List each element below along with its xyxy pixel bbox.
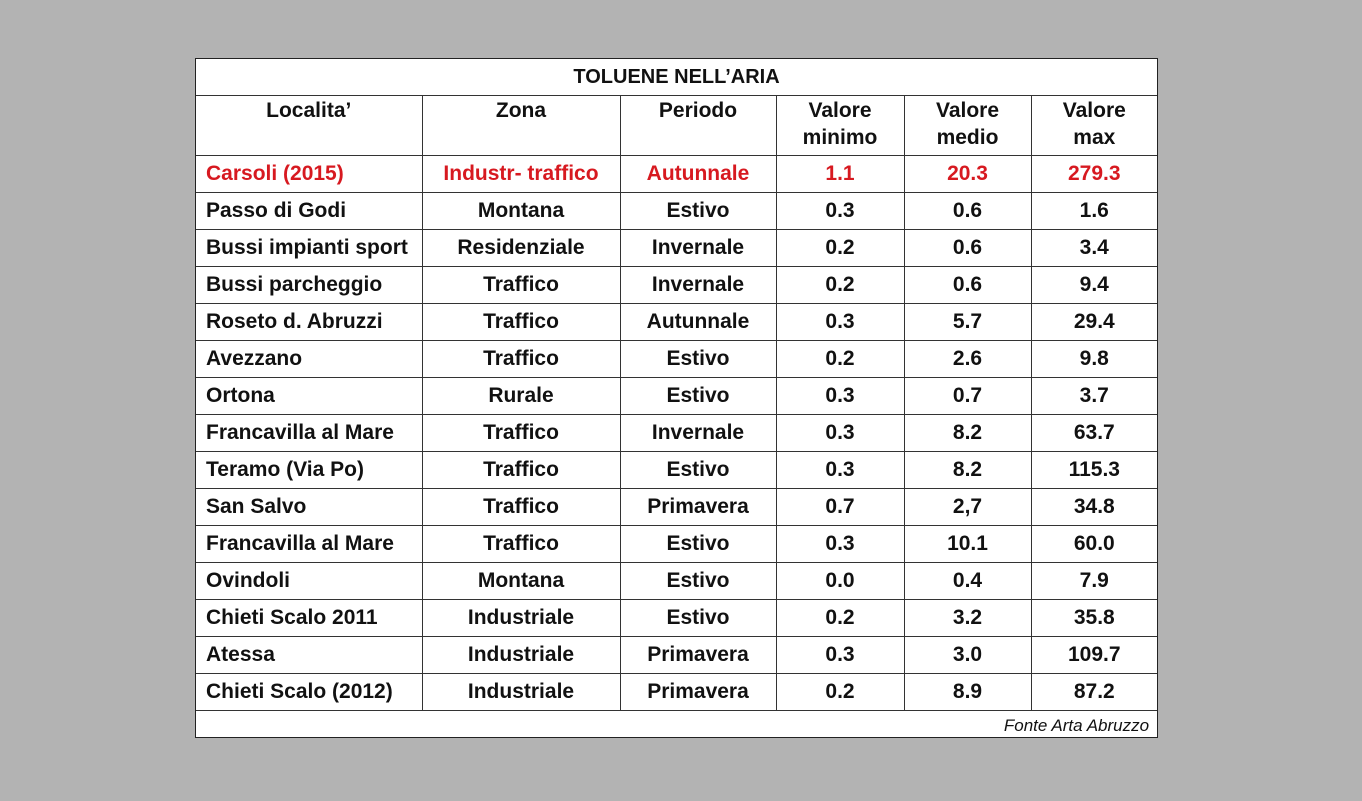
cell-zona: Industriale xyxy=(422,600,620,637)
cell-zona: Industriale xyxy=(422,674,620,711)
table-row xyxy=(196,267,1157,304)
cell-zona: Montana xyxy=(422,193,620,230)
cell-max: 1.6 xyxy=(1031,193,1157,230)
cell-medio: 5.7 xyxy=(904,304,1031,341)
cell-periodo: Autunnale xyxy=(620,156,776,193)
cell-max: 3.7 xyxy=(1031,378,1157,415)
toluene-table xyxy=(196,59,1157,740)
table-row xyxy=(196,378,1157,415)
table-row xyxy=(196,563,1157,600)
cell-max: 29.4 xyxy=(1031,304,1157,341)
cell-min: 0.3 xyxy=(776,378,904,415)
cell-medio: 20.3 xyxy=(904,156,1031,193)
cell-min: 0.7 xyxy=(776,489,904,526)
cell-localita: Avezzano xyxy=(196,341,422,378)
table-row xyxy=(196,230,1157,267)
header-valore-medio-line: medio xyxy=(936,126,999,149)
table-row xyxy=(196,193,1157,230)
cell-zona: Traffico xyxy=(422,452,620,489)
cell-medio: 8.9 xyxy=(904,674,1031,711)
cell-max: 3.4 xyxy=(1031,230,1157,267)
cell-max: 9.8 xyxy=(1031,341,1157,378)
cell-periodo: Estivo xyxy=(620,452,776,489)
cell-medio: 0.7 xyxy=(904,378,1031,415)
cell-medio: 8.2 xyxy=(904,415,1031,452)
cell-min: 0.3 xyxy=(776,304,904,341)
cell-max: 63.7 xyxy=(1031,415,1157,452)
cell-medio: 2.6 xyxy=(904,341,1031,378)
cell-localita: Atessa xyxy=(196,637,422,674)
table-title: TOLUENE NELL’ARIA xyxy=(196,59,1157,96)
cell-localita: Chieti Scalo 2011 xyxy=(196,600,422,637)
cell-min: 0.2 xyxy=(776,600,904,637)
cell-max: 35.8 xyxy=(1031,600,1157,637)
cell-min: 0.0 xyxy=(776,563,904,600)
cell-min: 0.2 xyxy=(776,230,904,267)
cell-zona: Industr- traffico xyxy=(422,156,620,193)
table-row xyxy=(196,674,1157,711)
cell-periodo: Primavera xyxy=(620,674,776,711)
header-valore-minimo-line: minimo xyxy=(802,126,878,149)
cell-zona: Rurale xyxy=(422,378,620,415)
table-row xyxy=(196,415,1157,452)
cell-periodo: Estivo xyxy=(620,378,776,415)
cell-localita: Roseto d. Abruzzi xyxy=(196,304,422,341)
header-zona-line: Zona xyxy=(495,99,547,122)
cell-localita: Bussi parcheggio xyxy=(196,267,422,304)
cell-zona: Traffico xyxy=(422,415,620,452)
header-valore-max-line: Valore xyxy=(1062,99,1126,122)
cell-localita: San Salvo xyxy=(196,489,422,526)
cell-localita: Ortona xyxy=(196,378,422,415)
cell-medio: 3.2 xyxy=(904,600,1031,637)
header-valore-minimo-line: Valore xyxy=(808,99,872,122)
cell-zona: Residenziale xyxy=(422,230,620,267)
cell-medio: 10.1 xyxy=(904,526,1031,563)
cell-max: 109.7 xyxy=(1031,637,1157,674)
header-valore-max-line: max xyxy=(1073,126,1116,149)
table-row xyxy=(196,637,1157,674)
cell-periodo: Estivo xyxy=(620,193,776,230)
cell-zona: Traffico xyxy=(422,304,620,341)
cell-periodo: Estivo xyxy=(620,563,776,600)
cell-periodo: Invernale xyxy=(620,415,776,452)
cell-medio: 0.6 xyxy=(904,230,1031,267)
header-valore-medio-line: Valore xyxy=(935,99,1000,122)
cell-localita: Francavilla al Mare xyxy=(196,415,422,452)
cell-zona: Montana xyxy=(422,563,620,600)
header-valore-medio xyxy=(904,96,1031,156)
table-row xyxy=(196,600,1157,637)
cell-periodo: Estivo xyxy=(620,526,776,563)
cell-zona: Traffico xyxy=(422,526,620,563)
cell-zona: Traffico xyxy=(422,341,620,378)
table-row xyxy=(196,526,1157,563)
header-periodo-line: Periodo xyxy=(658,99,738,122)
cell-max: 279.3 xyxy=(1031,156,1157,193)
cell-zona: Traffico xyxy=(422,267,620,304)
header-valore-max xyxy=(1031,96,1157,156)
cell-localita: Francavilla al Mare xyxy=(196,526,422,563)
cell-min: 0.3 xyxy=(776,415,904,452)
cell-medio: 0.6 xyxy=(904,193,1031,230)
cell-min: 0.2 xyxy=(776,267,904,304)
table-row xyxy=(196,304,1157,341)
cell-medio: 2,7 xyxy=(904,489,1031,526)
cell-zona: Traffico xyxy=(422,489,620,526)
cell-medio: 0.6 xyxy=(904,267,1031,304)
cell-localita: Carsoli (2015) xyxy=(196,156,422,193)
cell-periodo: Invernale xyxy=(620,267,776,304)
source-note: Fonte Arta Abruzzo xyxy=(196,711,1157,741)
cell-localita: Bussi impianti sport xyxy=(196,230,422,267)
cell-max: 87.2 xyxy=(1031,674,1157,711)
cell-min: 0.3 xyxy=(776,637,904,674)
cell-max: 115.3 xyxy=(1031,452,1157,489)
cell-max: 60.0 xyxy=(1031,526,1157,563)
cell-localita: Ovindoli xyxy=(196,563,422,600)
cell-zona: Industriale xyxy=(422,637,620,674)
cell-periodo: Invernale xyxy=(620,230,776,267)
cell-min: 0.2 xyxy=(776,341,904,378)
cell-localita: Chieti Scalo (2012) xyxy=(196,674,422,711)
table-row xyxy=(196,156,1157,193)
toluene-table-panel xyxy=(195,58,1158,738)
table-row xyxy=(196,341,1157,378)
cell-min: 0.2 xyxy=(776,674,904,711)
header-localita xyxy=(196,96,422,156)
cell-periodo: Primavera xyxy=(620,637,776,674)
header-localita-line: Localita’ xyxy=(266,99,352,122)
cell-medio: 8.2 xyxy=(904,452,1031,489)
header-valore-minimo xyxy=(776,96,904,156)
cell-max: 7.9 xyxy=(1031,563,1157,600)
cell-medio: 0.4 xyxy=(904,563,1031,600)
cell-medio: 3.0 xyxy=(904,637,1031,674)
header-zona xyxy=(422,96,620,156)
cell-min: 0.3 xyxy=(776,452,904,489)
cell-periodo: Estivo xyxy=(620,600,776,637)
cell-max: 9.4 xyxy=(1031,267,1157,304)
cell-min: 0.3 xyxy=(776,526,904,563)
cell-max: 34.8 xyxy=(1031,489,1157,526)
cell-localita: Teramo (Via Po) xyxy=(196,452,422,489)
cell-min: 0.3 xyxy=(776,193,904,230)
cell-localita: Passo di Godi xyxy=(196,193,422,230)
cell-periodo: Primavera xyxy=(620,489,776,526)
cell-min: 1.1 xyxy=(776,156,904,193)
table-row xyxy=(196,452,1157,489)
cell-periodo: Estivo xyxy=(620,341,776,378)
header-periodo xyxy=(620,96,776,156)
cell-periodo: Autunnale xyxy=(620,304,776,341)
table-row xyxy=(196,489,1157,526)
